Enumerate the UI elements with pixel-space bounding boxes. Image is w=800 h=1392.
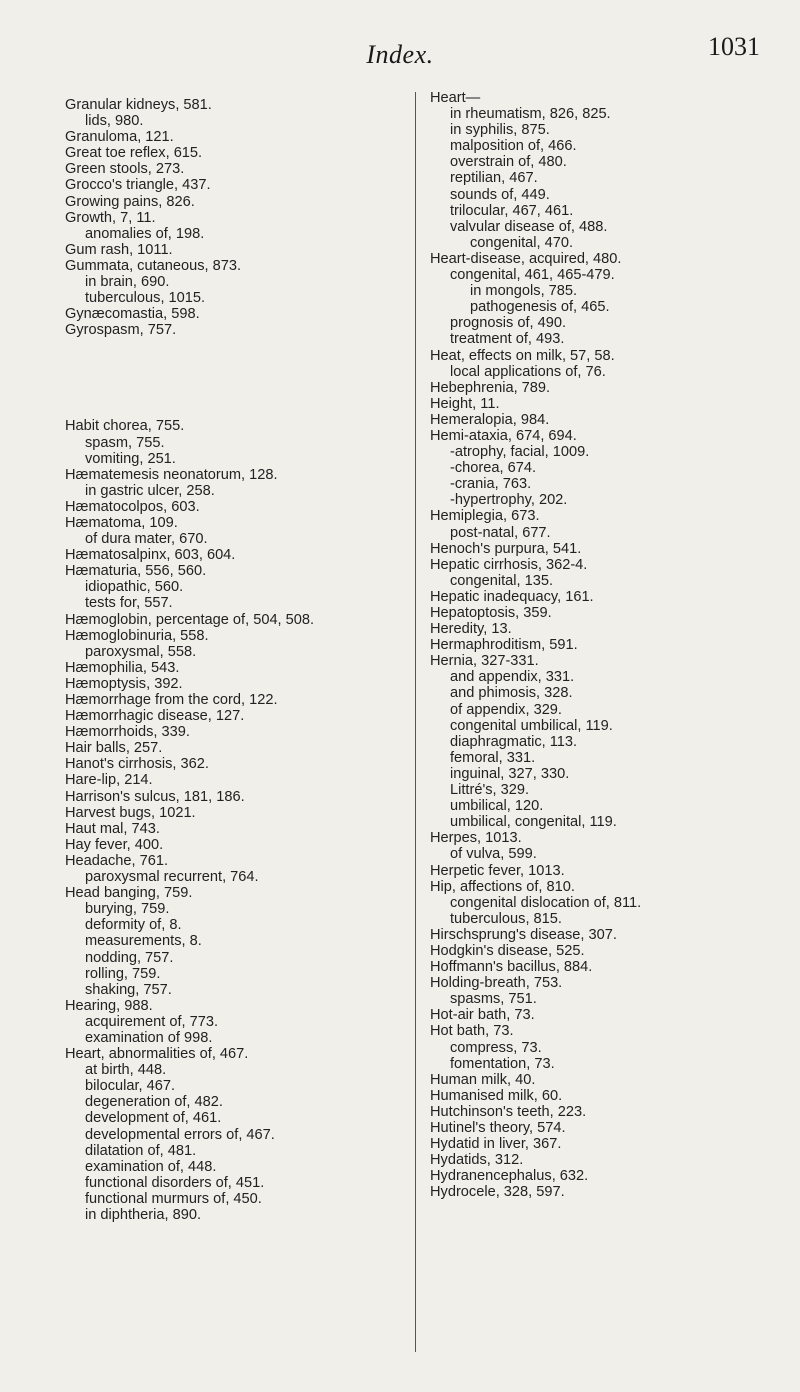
index-subentry: diaphragmatic, 113. [450,733,578,750]
index-subentry: in diphtheria, 890. [85,1207,202,1223]
index-subentry: umbilical, 120. [450,798,544,815]
index-entry: Hæmatosalpinx, 603, 604. [65,547,236,564]
index-entry: Green stools, 273. [65,161,185,178]
index-entry: Holding-breath, 753. [430,975,563,992]
index-entry: Habit chorea, 755. [65,418,185,435]
index-subentry: rolling, 759. [85,965,161,982]
entry-spacer [65,370,375,386]
index-subentry: malposition of, 466. [450,138,577,155]
index-entry: Henoch's purpura, 541. [430,540,582,557]
index-subentry: compress, 73. [450,1039,542,1056]
index-entry: Harrison's sulcus, 181, 186. [65,788,245,805]
index-entry: Hutchinson's teeth, 223. [430,1103,587,1120]
index-subentry: in rheumatism, 826, 825. [450,106,611,123]
index-subentry: umbilical, congenital, 119. [450,814,617,831]
index-entry: Hæmorrhagic disease, 127. [65,708,245,725]
index-subentry: nodding, 757. [85,949,174,966]
entry-spacer [65,402,375,418]
index-entry: Hermaphroditism, 591. [430,637,578,654]
index-subentry: spasm, 755. [85,434,165,451]
index-entry: Headache, 761. [65,852,169,869]
index-entry: Hepatoptosis, 359. [430,605,552,621]
index-subentry: congenital, 135. [450,572,554,589]
index-entry: Hæmorrhoids, 339. [65,724,190,741]
index-subentry: in brain, 690. [85,274,170,291]
index-subentry: local applications of, 76. [450,363,606,380]
index-entry: Heart, abnormalities of, 467. [65,1046,249,1063]
index-subentry: examination of 998. [85,1029,213,1046]
index-subentry: development of, 461. [85,1110,222,1127]
index-subentry: -crania, 763. [450,476,532,493]
page-number: 1031 [708,32,760,61]
index-subentry: trilocular, 467, 461. [450,202,574,219]
index-entry: Hæmoglobin, percentage of, 504, 508. [65,611,315,628]
entry-spacer [65,386,375,402]
index-entry: Humanised milk, 60. [430,1087,563,1104]
index-subentry: congenital umbilical, 119. [450,717,613,734]
index-entry: Hot bath, 73. [430,1023,514,1040]
index-subentry: of vulva, 599. [450,846,537,863]
index-subentry: valvular disease of, 488. [450,218,608,235]
index-subentry: and appendix, 331. [450,669,575,686]
index-entry: Hæmatoma, 109. [65,514,178,531]
index-entry: Height, 11. [430,395,500,412]
index-entry: Hutinel's theory, 574. [430,1120,566,1136]
index-entry: Heart— [430,90,481,106]
index-subentry: -hypertrophy, 202. [450,492,568,509]
index-entry: Gynæcomastia, 598. [65,306,200,323]
index-entry: Hydranencephalus, 632. [430,1168,589,1185]
index-entry: Heart-disease, acquired, 480. [430,250,622,267]
index-entry: Hare-lip, 214. [65,772,153,789]
index-entry: Gum rash, 1011. [65,241,173,258]
index-subentry: deformity of, 8. [85,917,182,934]
index-subentry: developmental errors of, 467. [85,1126,275,1143]
index-subentry: burying, 759. [85,901,170,918]
index-subentry: tests for, 557. [85,595,173,612]
index-entry: Hæmaturia, 556, 560. [65,563,207,580]
index-subentry: Littré's, 329. [450,782,530,799]
index-subentry: femoral, 331. [450,749,536,766]
index-subentry: -atrophy, facial, 1009. [450,444,590,461]
column-divider [415,92,416,1352]
index-subentry: prognosis of, 490. [450,315,567,332]
index-subentry: bilocular, 467. [85,1078,176,1095]
index-entry: Hebephrenia, 789. [430,379,551,396]
index-subentry: in gastric ulcer, 258. [85,482,215,499]
index-subentry: of dura mater, 670. [85,531,208,548]
index-subentry: paroxysmal recurrent, 764. [85,869,259,886]
index-subentry: inguinal, 327, 330. [450,765,570,782]
index-entry: Hydrocele, 328, 597. [430,1184,565,1201]
index-subentry: and phimosis, 328. [450,685,573,702]
index-entry: Hæmatemesis neonatorum, 128. [65,466,278,483]
index-entry: Hæmoptysis, 392. [65,675,183,692]
index-subentry: overstrain of, 480. [450,154,567,171]
index-subentry: vomiting, 251. [85,450,176,467]
index-entry: Hair balls, 257. [65,740,163,757]
index-subentry: of appendix, 329. [450,701,562,718]
index-entry: Growing pains, 826. [65,193,195,210]
index-subentry: treatment of, 493. [450,331,565,348]
index-subentry: reptilian, 467. [450,170,538,187]
index-subentry: congenital, 461, 465-479. [450,267,615,284]
index-entry: Hearing, 988. [65,997,153,1014]
index-entry: Harvest bugs, 1021. [65,804,196,821]
index-entry: Hepatic cirrhosis, 362-4. [430,556,588,573]
index-entry: Hæmatocolpos, 603. [65,498,200,515]
index-subentry: shaking, 757. [85,981,172,998]
index-subentry: congenital, 470. [470,234,574,251]
index-entry: Hæmoglobinuria, 558. [65,627,209,644]
index-entry: Hydatid in liver, 367. [430,1136,562,1153]
index-subentry: acquirement of, 773. [85,1013,219,1030]
index-subentry: paroxysmal, 558. [85,643,197,660]
index-entry: Granuloma, 121. [65,129,174,146]
index-entry: Hot-air bath, 73. [430,1007,535,1024]
index-subentry: anomalies of, 198. [85,225,205,242]
index-entry: Hepatic inadequacy, 161. [430,588,594,605]
index-entry: Gyrospasm, 757. [65,322,177,339]
index-subentry: in syphilis, 875. [450,122,550,139]
index-subentry: dilatation of, 481. [85,1142,197,1159]
index-subentry: -chorea, 674. [450,460,536,477]
index-subentry: tuberculous, 1015. [85,290,206,307]
index-subentry: fomentation, 73. [450,1055,555,1072]
index-subentry: functional murmurs of, 450. [85,1190,262,1207]
index-column-left [65,97,375,1223]
index-entry: Hanot's cirrhosis, 362. [65,756,209,773]
index-subentry: measurements, 8. [85,933,202,950]
index-subentry: congenital dislocation of, 811. [450,894,642,911]
index-entry: Hoffmann's bacillus, 884. [430,959,593,976]
index-subentry: functional disorders of, 451. [85,1174,265,1191]
index-subentry: pathogenesis of, 465. [470,299,610,316]
index-subentry: sounds of, 449. [450,186,550,203]
index-entry: Granular kidneys, 581. [65,97,212,113]
index-entry: Heat, effects on milk, 57, 58. [430,347,615,364]
index-entry: Hernia, 327-331. [430,653,539,670]
index-subentry: in mongols, 785. [470,283,578,300]
index-entry: Human milk, 40. [430,1071,536,1088]
entry-spacer [65,354,375,370]
index-entry: Hydatids, 312. [430,1152,524,1169]
index-entry: Herpetic fever, 1013. [430,862,565,879]
index-entry: Great toe reflex, 615. [65,145,203,162]
index-entry: Hip, affections of, 810. [430,878,575,895]
index-entry: Grocco's triangle, 437. [65,177,211,194]
index-entry: Hæmophilia, 543. [65,659,180,676]
index-subentry: lids, 980. [85,113,144,130]
index-subentry: tuberculous, 815. [450,910,562,927]
index-subentry: at birth, 448. [85,1062,167,1079]
entry-spacer [65,338,375,354]
index-entry: Haut mal, 743. [65,820,160,837]
index-subentry: idiopathic, 560. [85,579,184,596]
index-subentry: examination of, 448. [85,1158,217,1175]
page-title: Index. [366,40,434,69]
index-subentry: spasms, 751. [450,991,537,1008]
index-subentry: post-natal, 677. [450,524,551,541]
index-subentry: degeneration of, 482. [85,1094,223,1111]
index-column-right [430,90,780,1200]
index-entry: Hemeralopia, 984. [430,411,550,428]
index-entry: Heredity, 13. [430,621,512,638]
index-entry: Hodgkin's disease, 525. [430,942,585,959]
index-entry: Hirschsprung's disease, 307. [430,926,617,943]
index-entry: Hemiplegia, 673. [430,508,540,525]
index-entry: Hemi-ataxia, 674, 694. [430,427,577,444]
index-entry: Herpes, 1013. [430,830,522,847]
index-entry: Gummata, cutaneous, 873. [65,257,242,274]
index-entry: Hæmorrhage from the cord, 122. [65,692,278,708]
index-entry: Hay fever, 400. [65,836,164,853]
index-entry: Growth, 7, 11. [65,209,156,226]
index-entry: Head banging, 759. [65,885,193,902]
